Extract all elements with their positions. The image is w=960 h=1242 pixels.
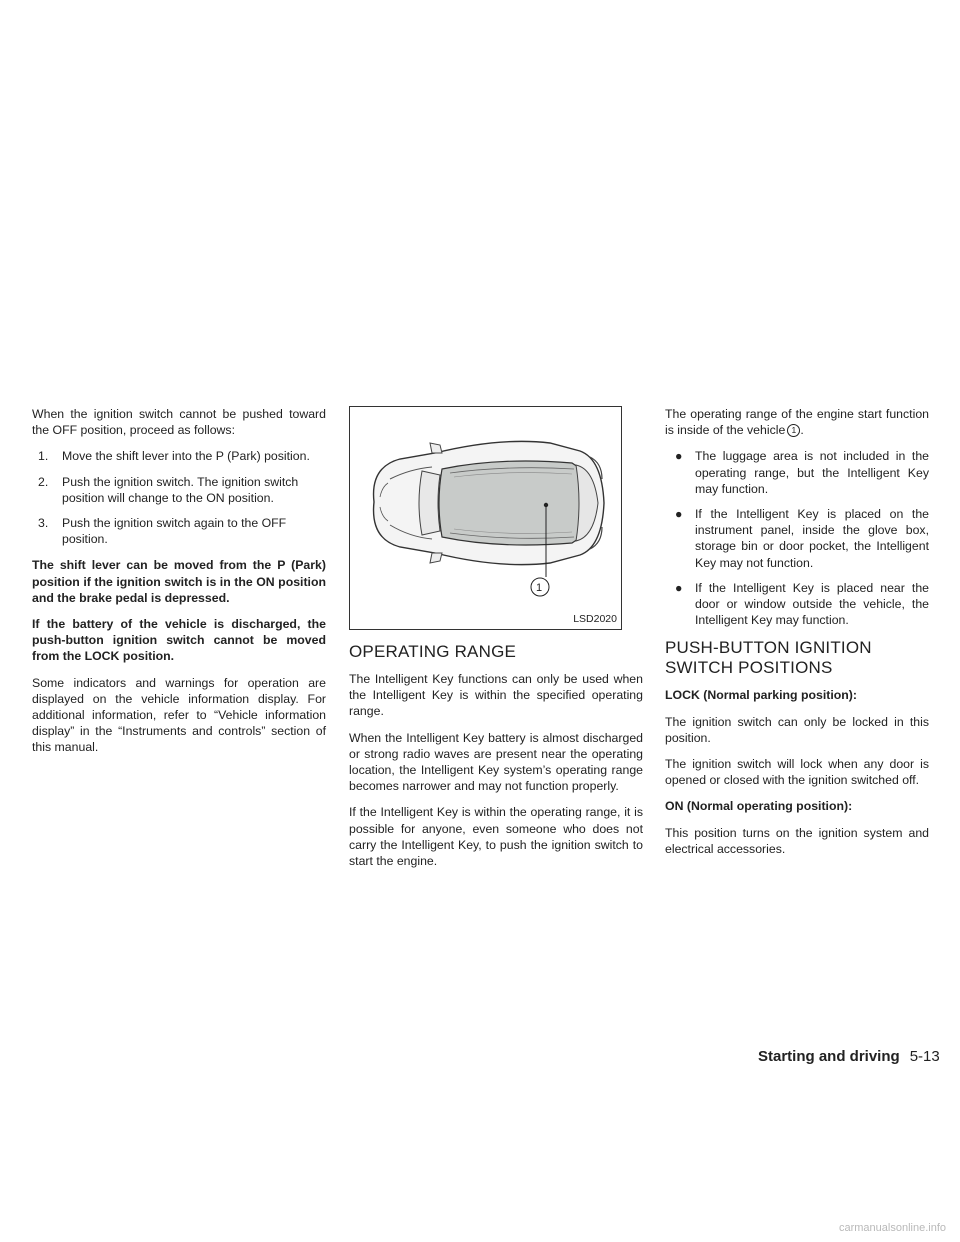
column-left — [32, 406, 326, 766]
bullet-icon: ● — [675, 580, 683, 595]
list-item — [32, 448, 326, 464]
range-intro-end: . — [800, 423, 804, 438]
shift-lever-note: The shift lever can be moved from the P (Park) position if the ignition switch is in the ON position and the brake pedal is depressed. — [32, 558, 326, 605]
range-paragraph-3: If the Intelligent Key is within the operating range, it is possible for anyone, even someone who does not carry the Intelligent Key, to push the ignition switch to start the engine. — [349, 805, 643, 869]
step-text: Move the shift lever into the P (Park) position. — [62, 449, 310, 464]
list-item — [665, 448, 929, 497]
step-text: Push the ignition switch again to the OFF position. — [62, 516, 287, 547]
figure-code: LSD2020 — [573, 612, 617, 625]
bullet-text: The luggage area is not included in the operating range, but the Intelligent Key may function. — [695, 449, 929, 496]
range-intro-paragraph — [665, 406, 929, 438]
page-number: 5-13 — [909, 1048, 940, 1065]
bullet-icon: ● — [675, 449, 683, 464]
list-item — [665, 506, 929, 571]
circled-number: 1 — [787, 424, 800, 437]
watermark: carmanualsonline.info — [838, 1222, 946, 1234]
range-paragraph-2: When the Intelligent Key battery is almost discharged or strong radio waves are present near the operating location, the Intelligent Key system’s operating range becomes narrower and may not function properly. — [349, 730, 643, 794]
bullet-list — [665, 448, 929, 628]
section-heading: OPERATING RANGE — [349, 642, 517, 661]
lock-paragraph-1: The ignition switch can only be locked in this position. — [665, 714, 929, 745]
section-name: Starting and driving — [758, 1048, 900, 1065]
list-item — [665, 580, 929, 629]
step-number: 1. — [38, 449, 49, 464]
list-item — [32, 474, 326, 506]
step-number: 2. — [38, 474, 49, 489]
lock-paragraph-2: The ignition switch will lock when any door is opened or closed with the ignition switched off. — [665, 757, 929, 788]
indicators-paragraph: Some indicators and warnings for operation are displayed on the vehicle information display. For additional information, refer to “Vehicle information display” in the “Instruments and controls” section of this manual. — [32, 675, 326, 755]
column-middle — [349, 406, 643, 879]
battery-note: If the battery of the vehicle is discharged, the push-button ignition switch cannot be moved from the LOCK position. — [32, 617, 326, 664]
on-subheading: ON (Normal operating position): — [665, 799, 853, 814]
list-item — [32, 515, 326, 547]
step-number: 3. — [38, 516, 49, 531]
page-footer — [758, 1048, 940, 1065]
range-intro-text: The operating range of the engine start function is inside of the vehicle — [665, 407, 929, 438]
bullet-text: If the Intelligent Key is placed on the instrument panel, inside the glove box, storage bin or door pocket, the Intelligent Key may not function. — [695, 507, 929, 570]
range-paragraph-1: The Intelligent Key functions can only be used when the Intelligent Key is within the specified operating range. — [349, 672, 643, 719]
bullet-text: If the Intelligent Key is placed near the door or window outside the vehicle, the Intelligent Key may function. — [695, 580, 929, 628]
intro-paragraph: When the ignition switch cannot be pushed toward the OFF position, proceed as follows: — [32, 407, 326, 438]
lock-subheading: LOCK (Normal parking position): — [665, 688, 857, 703]
section-heading: PUSH-BUTTON IGNITION SWITCH POSITIONS — [665, 638, 872, 678]
callout-number: 1 — [536, 582, 543, 594]
step-text: Push the ignition switch. The ignition switch position will change to the ON position. — [62, 474, 299, 505]
bullet-icon: ● — [675, 507, 683, 522]
operating-range-figure — [349, 406, 622, 630]
on-paragraph: This position turns on the ignition system and electrical accessories. — [665, 825, 929, 856]
car-top-view-illustration — [350, 407, 621, 629]
column-right — [665, 406, 929, 867]
steps-list — [32, 448, 326, 547]
